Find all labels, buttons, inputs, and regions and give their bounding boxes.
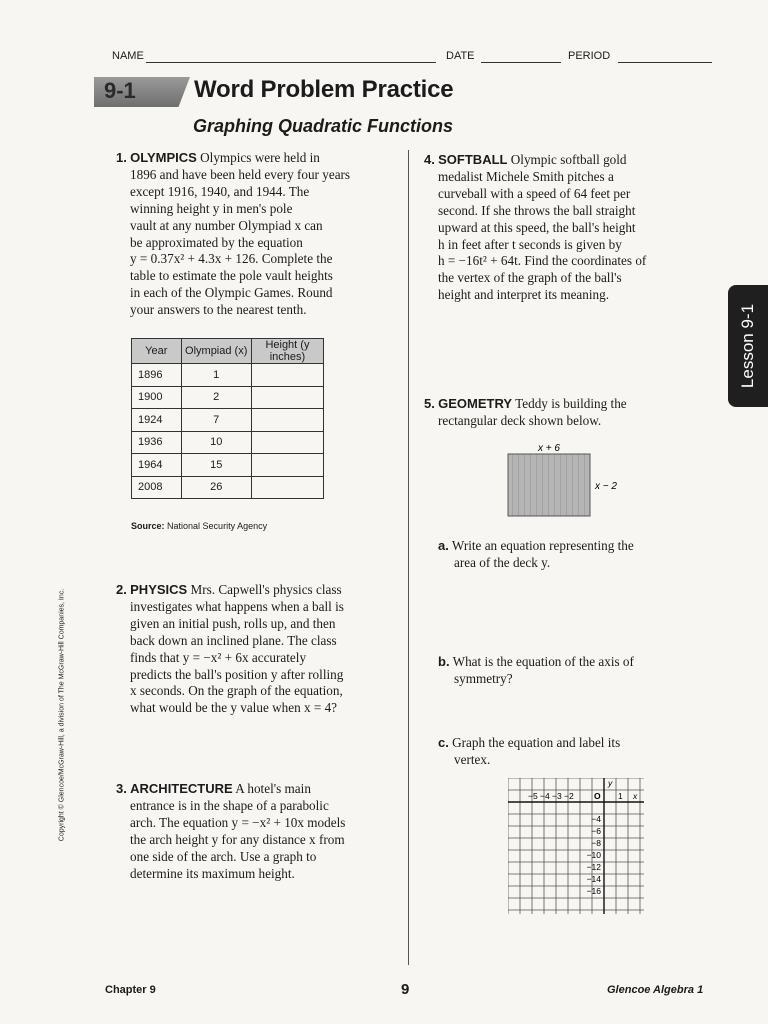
period-blank-line[interactable]	[618, 62, 712, 63]
deck-width-label: x + 6	[538, 443, 560, 454]
part-text-line: symmetry?	[454, 670, 513, 686]
lesson-side-tab-label: Lesson 9-1	[738, 303, 757, 389]
table-cell: 1900	[132, 386, 182, 409]
x-tick-label: 1	[618, 791, 623, 801]
problem-number: 4.	[424, 152, 435, 167]
x-tick-label: −2	[564, 791, 574, 801]
problem-1	[116, 150, 406, 319]
problem-text-line: second. If she throws the ball straight	[438, 202, 636, 218]
table-header: Olympiad (x)	[181, 339, 251, 364]
table-row	[132, 409, 324, 432]
table-cell: 1936	[132, 431, 182, 454]
answer-cell[interactable]	[251, 386, 323, 409]
problem-text-line: investigates what happens when a ball is	[130, 598, 344, 614]
date-blank-line[interactable]	[481, 62, 561, 63]
problem-name: SOFTBALL	[438, 152, 508, 167]
problem-name: ARCHITECTURE	[130, 781, 233, 796]
problem-text-line: y = 0.37x² + 4.3x + 126. Complete the	[130, 251, 333, 267]
y-tick-label: −16	[586, 886, 601, 896]
table-row	[132, 386, 324, 409]
problem-text-line: 1896 and have been held every four years	[130, 166, 351, 182]
table-source	[131, 521, 267, 531]
problem-text-line: entrance is in the shape of a parabolic	[130, 797, 329, 813]
source-text: National Security Agency	[167, 521, 268, 531]
problem-text-line: x seconds. On the graph of the equation,	[130, 683, 343, 699]
y-tick-label: −14	[586, 874, 601, 884]
table-cell: 2	[181, 386, 251, 409]
problem-text-line: predicts the ball's position y after rolling	[130, 666, 344, 682]
table-row	[132, 364, 324, 387]
footer-chapter: Chapter 9	[105, 984, 156, 996]
date-label: DATE	[446, 50, 475, 62]
problem-text-line: be approximated by the equation	[130, 234, 303, 250]
name-label: NAME	[112, 50, 144, 62]
part-text-line: vertex.	[454, 751, 491, 767]
table-cell: 2008	[132, 476, 182, 499]
table-cell: 26	[181, 476, 251, 499]
footer-book-title: Glencoe Algebra 1	[607, 984, 704, 996]
problem-text-line: medalist Michele Smith pitches a	[438, 168, 614, 184]
problem-5-part-a	[438, 538, 718, 572]
table-row	[132, 431, 324, 454]
problem-number: 5.	[424, 396, 435, 411]
y-tick-label: −4	[591, 814, 601, 824]
table-header: Height (y inches)	[251, 339, 323, 364]
problem-text-line: Teddy is building the	[515, 396, 627, 411]
part-letter: b.	[438, 654, 450, 669]
problem-text-line: your answers to the nearest tenth.	[130, 302, 307, 318]
table-cell: 15	[181, 454, 251, 477]
x-tick-label: −5	[528, 791, 538, 801]
problem-text-line: upward at this speed, the ball's height	[438, 219, 636, 235]
problem-text-line: height and interpret its meaning.	[438, 287, 610, 303]
problem-4	[424, 152, 714, 304]
problem-5	[424, 396, 714, 430]
problem-number: 3.	[116, 781, 127, 796]
x-axis-label: x	[633, 791, 638, 801]
problem-text-line: the arch height y for any distance x from	[130, 831, 345, 847]
problem-3	[116, 781, 406, 882]
problem-text-line: vault at any number Olympiad x can	[130, 217, 323, 233]
page-title: Word Problem Practice	[194, 76, 454, 103]
problem-text-line: one side of the arch. Use a graph to	[130, 848, 317, 864]
name-blank-line[interactable]	[146, 62, 436, 63]
part-text-line: Graph the equation and label its	[452, 735, 621, 750]
problem-text-line: curveball with a speed of 64 feet per	[438, 185, 631, 201]
y-tick-label: −10	[586, 850, 601, 860]
problem-text-line: except 1916, 1940, and 1944. The	[130, 183, 310, 199]
problem-text-line: A hotel's main	[235, 781, 311, 796]
problem-text-line: arch. The equation y = −x² + 10x models	[130, 814, 346, 830]
part-text-line: Write an equation representing the	[451, 538, 634, 553]
problem-text-line: h in feet after t seconds is given by	[438, 236, 622, 252]
x-tick-label: −4	[540, 791, 550, 801]
answer-cell[interactable]	[251, 454, 323, 477]
table-row	[132, 454, 324, 477]
problem-text-line: Mrs. Capwell's physics class	[190, 582, 342, 597]
problem-2	[116, 582, 406, 717]
problem-name: PHYSICS	[130, 582, 188, 597]
problem-text-line: winning height y in men's pole	[130, 200, 293, 216]
problem-text-line: what would be the y value when x = 4?	[130, 700, 338, 716]
problem-name: OLYMPICS	[130, 150, 197, 165]
y-tick-label: −12	[586, 862, 601, 872]
origin-label: O	[594, 791, 601, 801]
problem-text-line: h = −16t² + 64t. Find the coordinates of	[438, 253, 647, 269]
deck-rectangle	[508, 454, 590, 516]
problem-text-line: Olympics were held in	[200, 150, 320, 165]
column-divider	[408, 150, 409, 965]
y-axis-label: y	[608, 778, 613, 788]
table-cell: 1	[181, 364, 251, 387]
part-letter: a.	[438, 538, 449, 553]
problem-text-line: in each of the Olympic Games. Round	[130, 285, 333, 301]
table-cell: 1924	[132, 409, 182, 432]
lesson-number: 9-1	[104, 78, 136, 103]
problem-text-line: determine its maximum height.	[130, 865, 295, 881]
problem-5-part-b	[438, 654, 718, 688]
period-label: PERIOD	[568, 50, 611, 62]
problem-text-line: finds that y = −x² + 6x accurately	[130, 649, 307, 665]
problem-number: 2.	[116, 582, 127, 597]
table-cell: 10	[181, 431, 251, 454]
olympics-table	[131, 338, 324, 499]
answer-cell[interactable]	[251, 431, 323, 454]
y-tick-label: −6	[591, 826, 601, 836]
problem-5-part-c	[438, 735, 718, 769]
problem-text-line: given an initial push, rolls up, and then	[130, 615, 336, 631]
source-label: Source:	[131, 521, 165, 531]
footer-page-number: 9	[401, 981, 410, 998]
coordinate-grid[interactable]	[508, 778, 644, 914]
copyright-notice: Copyright © Glencoe/McGraw-Hill, a division of The McGraw-Hill Companies, Inc.	[58, 588, 66, 842]
answer-cell[interactable]	[251, 476, 323, 499]
part-text-line: What is the equation of the axis of	[452, 654, 634, 669]
problem-text-line: Olympic softball gold	[510, 152, 627, 167]
problem-number: 1.	[116, 150, 127, 165]
answer-cell[interactable]	[251, 409, 323, 432]
table-cell: 1964	[132, 454, 182, 477]
x-tick-label: −3	[552, 791, 562, 801]
table-cell: 1896	[132, 364, 182, 387]
page-subtitle: Graphing Quadratic Functions	[193, 116, 454, 136]
problem-text-line: rectangular deck shown below.	[438, 412, 602, 428]
problem-text-line: back down an inclined plane. The class	[130, 632, 337, 648]
deck-height-label: x − 2	[595, 481, 617, 492]
part-letter: c.	[438, 735, 449, 750]
table-cell: 7	[181, 409, 251, 432]
table-header-row	[132, 339, 324, 364]
deck-diagram	[500, 442, 640, 520]
problem-name: GEOMETRY	[438, 396, 513, 411]
y-tick-label: −8	[591, 838, 601, 848]
problem-text-line: the vertex of the graph of the ball's	[438, 270, 622, 286]
lesson-side-tab	[728, 285, 768, 407]
table-row	[132, 476, 324, 499]
problem-text-line: table to estimate the pole vault heights	[130, 268, 333, 284]
part-text-line: area of the deck y.	[454, 554, 551, 570]
table-header: Year	[132, 339, 182, 364]
answer-cell[interactable]	[251, 364, 323, 387]
